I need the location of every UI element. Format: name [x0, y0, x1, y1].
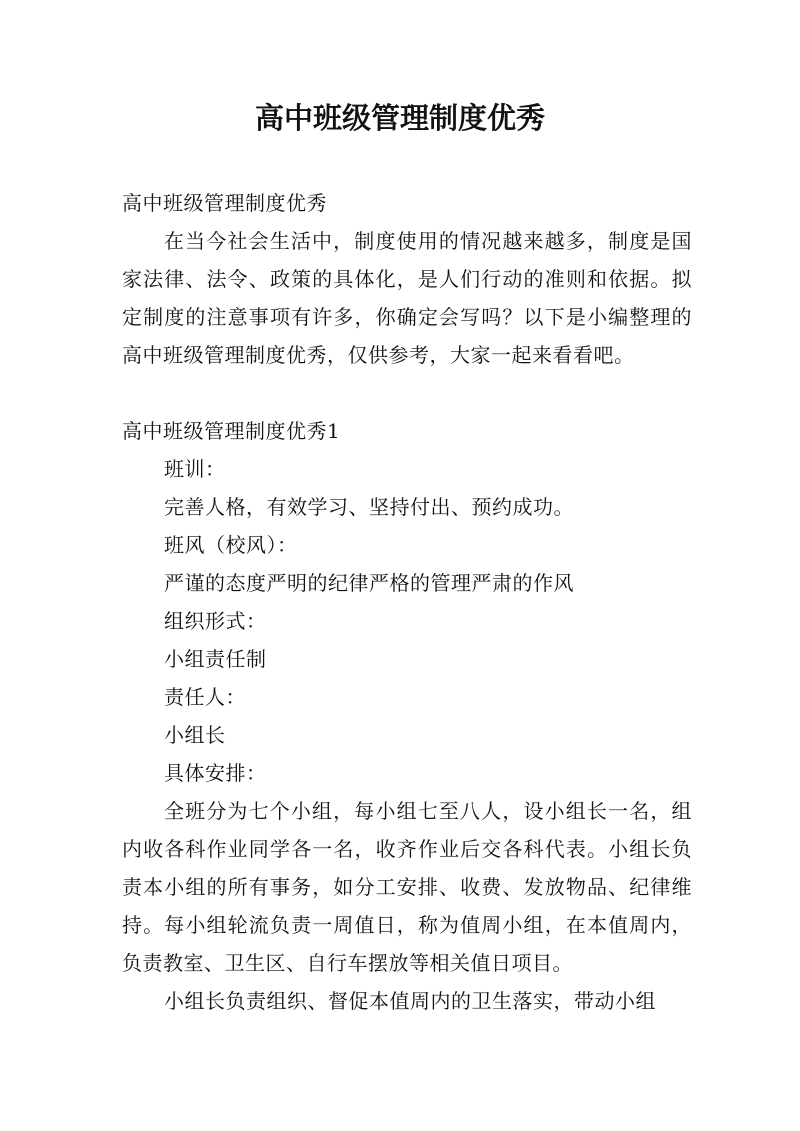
organization-text: 小组责任制 — [164, 647, 267, 671]
class-style-text: 严谨的态度严明的纪律严格的管理严肃的作风 — [164, 571, 574, 595]
arrangement-paragraph: 全班分为七个小组，每小组七至八人，设小组长一名，组内收各科作业同学各一名，收齐作业后交各科代表。小组长负责本小组的所有事务，如分工安排、收费、发放物品、纪律维持。每小组轮流负责一周值日，称为值周小组，在本值周内，负责教室、卫生区、自行车摆放等相关值日项目。 — [122, 799, 692, 975]
organization-label: 组织形式： — [164, 609, 267, 633]
section-spacer — [122, 374, 692, 412]
class-motto-label: 班训： — [164, 457, 226, 481]
document-body — [122, 184, 692, 1020]
intro-paragraph: 在当今社会生活中，制度使用的情况越来越多，制度是国家法律、法令、政策的具体化，是人们行动的准则和依据。拟定制度的注意事项有许多，你确定会写吗？以下是小编整理的高中班级管理制度优秀，仅供参考，大家一起来看看吧。 — [122, 229, 692, 367]
group-leader-paragraph: 小组长负责组织、督促本值周内的卫生落实，带动小组 — [164, 989, 656, 1013]
section1-heading: 高中班级管理制度优秀1 — [122, 419, 341, 443]
arrangement-label: 具体安排： — [164, 761, 267, 785]
responsible-text: 小组长 — [164, 723, 226, 747]
intro-heading: 高中班级管理制度优秀 — [122, 191, 327, 215]
class-motto-text: 完善人格，有效学习、坚持付出、预约成功。 — [164, 495, 574, 519]
page-title: 高中班级管理制度优秀 — [254, 101, 545, 135]
responsible-label: 责任人： — [164, 685, 246, 709]
class-style-label: 班风（校风）： — [164, 533, 298, 557]
